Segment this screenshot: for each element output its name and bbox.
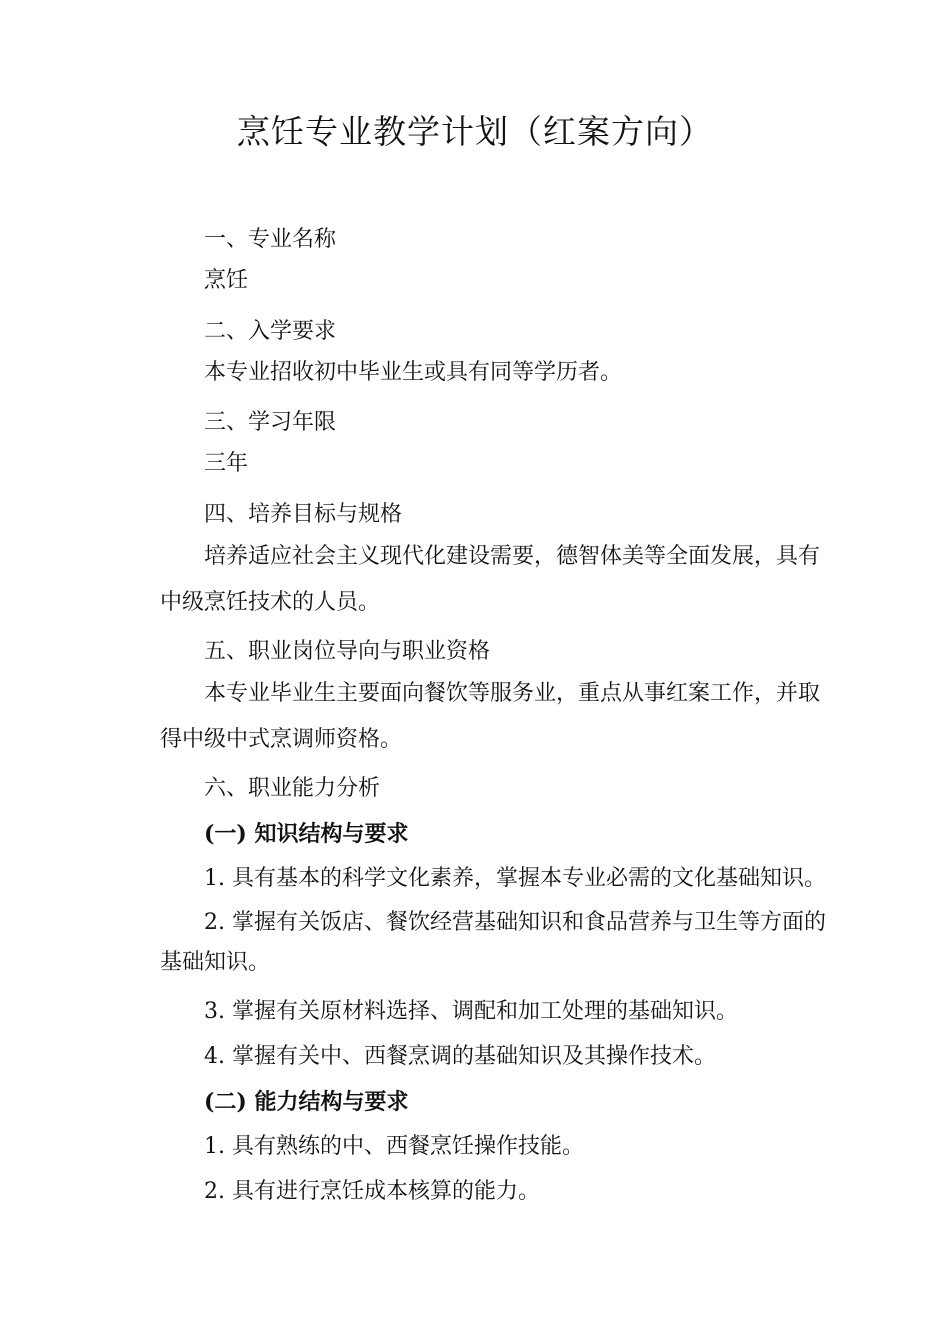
subheading-text: 能力结构与要求 [254, 1090, 409, 1115]
subheading-knowledge [204, 820, 409, 849]
list-item-number: 1. [204, 866, 225, 891]
list-item [204, 909, 826, 937]
list-item-text: 具有基本的科学文化素养，掌握本专业必需的文化基础知识。 [232, 866, 827, 891]
section-body-career-line1: 本专业毕业生主要面向餐饮等服务业，重点从事红案工作，并取 [204, 681, 821, 706]
section-heading-ability-analysis: 六、职业能力分析 [204, 776, 381, 801]
list-item [204, 865, 826, 893]
list-item-text: 掌握有关饭店、餐饮经营基础知识和食品营养与卫生等方面的 [232, 910, 827, 935]
list-item [204, 1133, 584, 1161]
document-title: 烹饪专业教学计划（红案方向） [237, 112, 713, 151]
section-heading-objectives: 四、培养目标与规格 [204, 502, 403, 527]
subheading-ability [204, 1088, 409, 1117]
section-body-admission: 本专业招收初中毕业生或具有同等学历者。 [204, 360, 623, 385]
section-body-career-line2: 得中级中式烹调师资格。 [160, 727, 403, 752]
section-body-objectives-line1: 培养适应社会主义现代化建设需要，德智体美等全面发展，具有 [204, 544, 821, 569]
list-item-text: 具有进行烹饪成本核算的能力。 [232, 1179, 541, 1204]
section-body-major-name: 烹饪 [204, 268, 249, 293]
section-heading-admission: 二、入学要求 [204, 319, 337, 344]
section-heading-duration: 三、学习年限 [204, 410, 337, 435]
list-item-text: 具有熟练的中、西餐烹饪操作技能。 [232, 1134, 585, 1159]
list-item [204, 998, 738, 1026]
subheading-number: (二) [204, 1089, 247, 1115]
list-item-text: 掌握有关中、西餐烹调的基础知识及其操作技术。 [232, 1044, 717, 1069]
section-body-objectives-line2: 中级烹饪技术的人员。 [160, 590, 381, 615]
subheading-number: (一) [204, 821, 247, 847]
list-item-number: 1. [204, 1134, 225, 1159]
section-heading-career: 五、职业岗位导向与职业资格 [204, 639, 491, 664]
list-item-text: 掌握有关原材料选择、调配和加工处理的基础知识。 [232, 999, 739, 1024]
list-item [204, 1043, 716, 1071]
section-heading-major-name: 一、专业名称 [204, 227, 337, 252]
list-item-number: 4. [204, 1044, 225, 1069]
subheading-text: 知识结构与要求 [254, 822, 409, 847]
list-item-continuation: 基础知识。 [160, 950, 271, 975]
list-item-number: 2. [204, 1179, 225, 1204]
list-item-number: 2. [204, 910, 225, 935]
list-item [204, 1178, 540, 1206]
list-item-number: 3. [204, 999, 225, 1024]
section-body-duration: 三年 [204, 451, 249, 476]
